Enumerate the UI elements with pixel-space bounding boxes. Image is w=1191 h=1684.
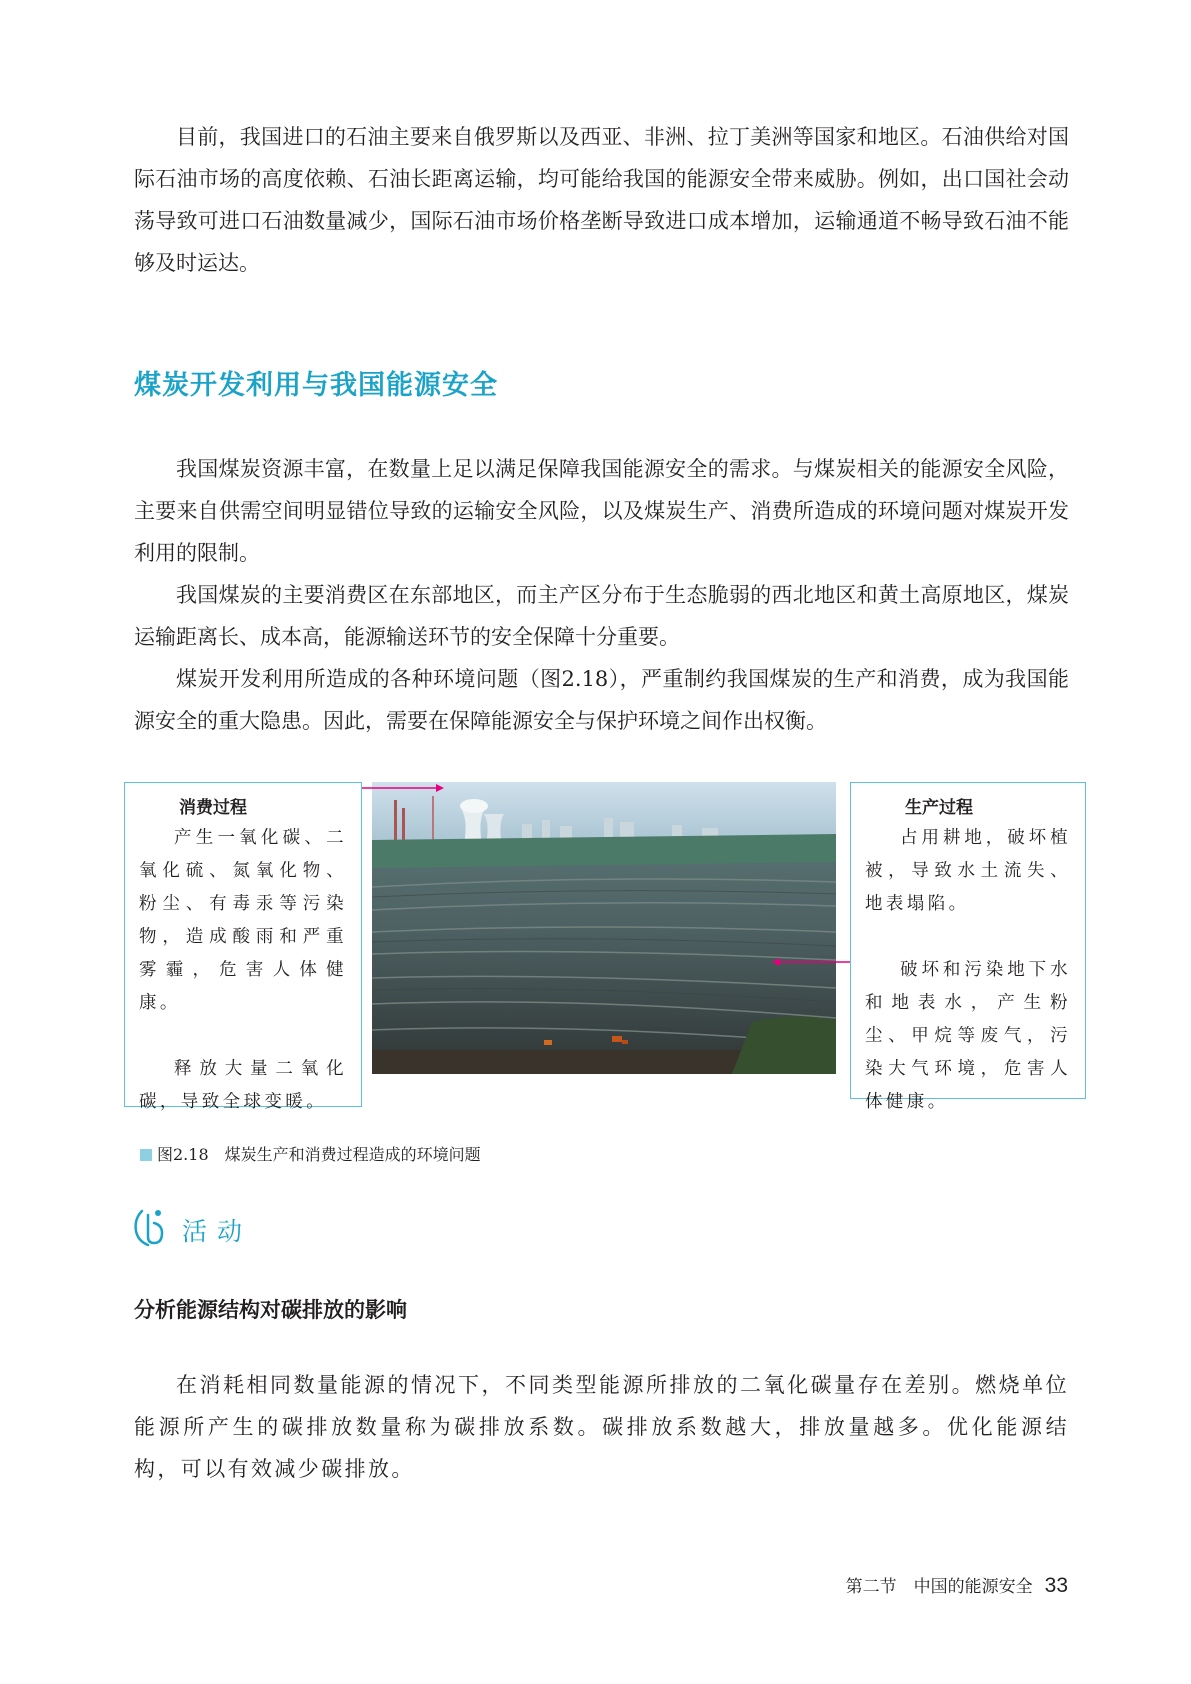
coal-paragraph-1: 我国煤炭资源丰富，在数量上足以满足保障我国能源安全的需求。与煤炭相关的能源安全风险，主要来自供需空间明显错位导致的运输安全风险，以及煤炭生产、消费所造成的环境问题对煤炭开发利用的限制。: [134, 457, 1069, 565]
activity-label: 活动: [182, 1217, 253, 1246]
production-text-1: 占用耕地，破坏植被，导致水土流失、地表塌陷。: [865, 828, 1071, 914]
coal-paragraph-3: 煤炭开发利用所造成的各种环境问题（图2.18），严重制约我国煤炭的生产和消费，成为我国能源安全的重大隐患。因此，需要在保障能源安全与保护环境之间作出权衡。: [134, 667, 1069, 733]
production-text-2: 破坏和污染地下水和地表水，产生粉尘、甲烷等废气，污染大气环境，危害人体健康。: [865, 960, 1071, 1112]
consumption-text-2: 释放大量二氧化碳，导致全球变暖。: [139, 1059, 347, 1112]
consumption-arrow: [362, 784, 444, 792]
consumption-title: 消费过程: [179, 798, 247, 818]
consumption-text-1: 产生一氧化碳、二氧化硫、氮氧化物、粉尘、有毒汞等污染物，造成酸雨和严重雾霾，危害人体健康。: [139, 828, 347, 1013]
figure-caption: [140, 1142, 481, 1165]
activity-paragraph: 在消耗相同数量能源的情况下，不同类型能源所排放的二氧化碳量存在差别。燃烧单位能源所产生的碳排放数量称为碳排放系数。碳排放系数越大，排放量越多。优化能源结构，可以有效减少碳排放。: [134, 1373, 1069, 1481]
page-number: 33: [1044, 1574, 1068, 1597]
activity-header: [132, 1207, 253, 1249]
activity-icon: [132, 1207, 172, 1249]
production-arrow: [772, 958, 850, 966]
activity-subheading: 分析能源结构对碳排放的影响: [134, 1298, 407, 1322]
section-heading: 煤炭开发利用与我国能源安全: [134, 370, 498, 401]
production-title: 生产过程: [905, 798, 973, 818]
page-footer: [846, 1572, 1068, 1598]
figure-caption-text: 图2.18 煤炭生产和消费过程造成的环境问题: [157, 1145, 481, 1164]
intro-paragraph: 目前，我国进口的石油主要来自俄罗斯以及西亚、非洲、拉丁美洲等国家和地区。石油供给对国际石油市场的高度依赖、石油长距离运输，均可能给我国的能源安全带来威胁。例如，出口国社会动荡导致可进口石油数量减少，国际石油市场价格垄断导致进口成本增加，运输通道不畅导致石油不能够及时运达。: [134, 125, 1069, 275]
caption-marker: [140, 1149, 152, 1161]
footer-section-title: 第二节 中国的能源安全: [845, 1577, 1033, 1597]
coal-paragraph-2: 我国煤炭的主要消费区在东部地区，而主产区分布于生态脆弱的西北地区和黄土高原地区，煤炭运输距离长、成本高，能源输送环节的安全保障十分重要。: [134, 583, 1069, 649]
